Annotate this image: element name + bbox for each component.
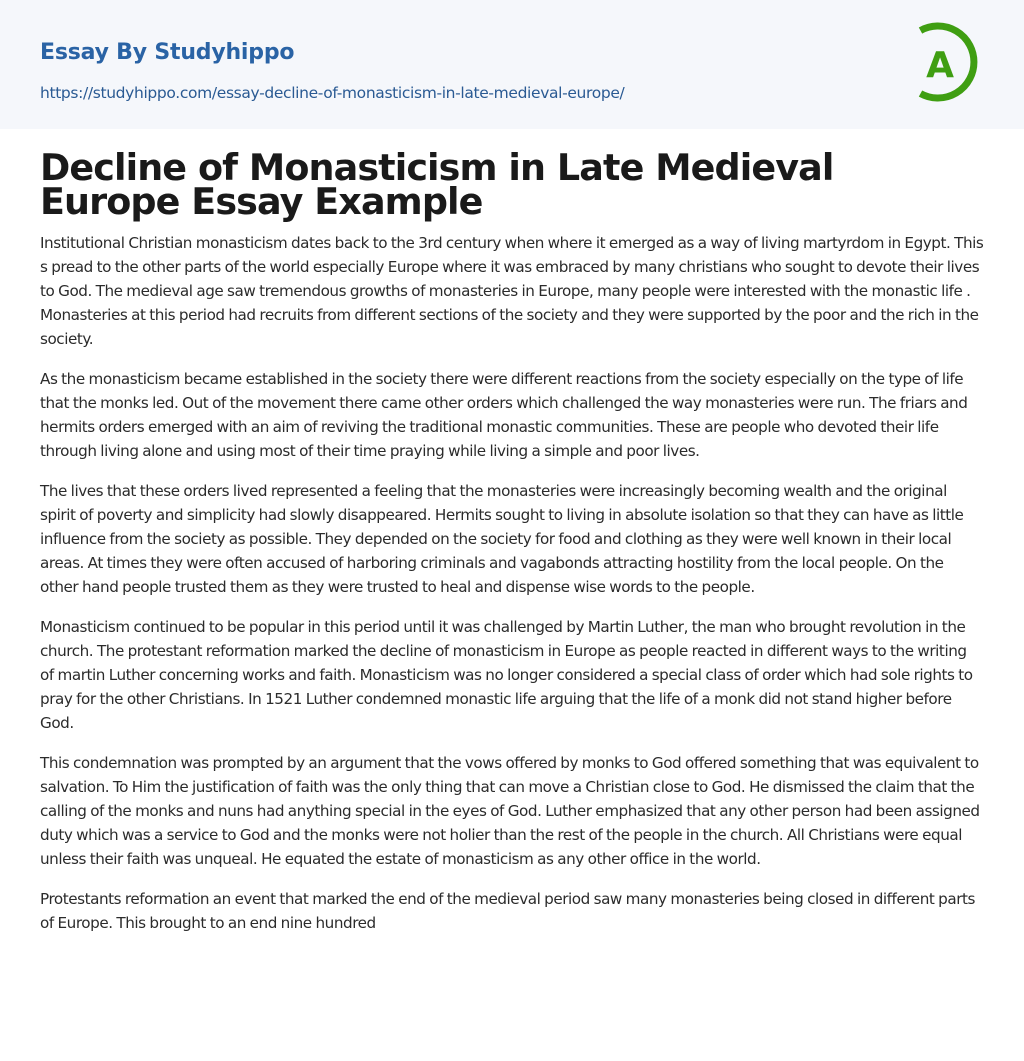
source-url-link[interactable]: https://studyhippo.com/essay-decline-of-monasticism-in-late-medieval-europe/ xyxy=(40,84,625,102)
page-title: Decline of Monasticism in Late Medieval Europe Essay Example xyxy=(40,146,834,223)
essay-paragraph: Monasticism continued to be popular in this period until it was challenged by Martin Luther, the man who brought revolution in the church. The protestant reformation marked the decline of monasticism in Europe as people reacted in different ways to the writing of martin Luther concerning works and faith. Monasticism was no longer considered a special class of order which had sole rights to pray for the other Christians. In 1521 Luther condemned monastic life arguing that the life of a monk did not stand higher before God. xyxy=(40,618,973,732)
studyhippo-a-logo-icon xyxy=(910,18,988,106)
studyhippo-logo[interactable] xyxy=(910,18,988,106)
essay-paragraph: The lives that these orders lived represented a feeling that the monasteries were increasingly becoming wealth and the original spirit of poverty and simplicity had slowly disappeared. Hermits sought to living in absolute isolation so that they can have as little influence from the society as possible. They depended on the society for food and clothing as they were well known in their local areas. At times they were often accused of harboring criminals and vagabonds attracting hostility from the local people. On the other hand people trusted them as they were trusted to heal and dispense wise words to the people. xyxy=(40,482,964,596)
brand-title: Essay By Studyhippo xyxy=(40,40,295,65)
essay-paragraph: Institutional Christian monasticism dates back to the 3rd century when where it emerged as a way of living martyrdom in Egypt. This s pread to the other parts of the world especially Europe where it was embraced by many christians who sought to devote their lives to God. The medieval age saw tremendous growths of monasteries in Europe, many people were interested with the monastic life . Monasteries at this period had recruits from different sections of the society and they were supported by the poor and the rich in the society. xyxy=(40,234,984,348)
essay-paragraph: This condemnation was prompted by an argument that the vows offered by monks to God offered something that was equivalent to salvation. To Him the justification of faith was the only thing that can move a Christian close to God. He dismissed the claim that the calling of the monks and nuns had anything special in the eyes of God. Luther emphasized that any other person had been assigned duty which was a service to God and the monks were not holier than the rest of the people in the church. All Christians were equal unless their faith was unqueal. He equated the estate of monasticism as any other office in the world. xyxy=(40,754,980,868)
essay-paragraph: Protestants reformation an event that marked the end of the medieval period saw many monasteries being closed in different parts of Europe. This brought to an end nine hundred xyxy=(40,890,975,932)
site-header xyxy=(0,0,1024,129)
essay-content xyxy=(0,129,1024,935)
essay-paragraph: As the monasticism became established in the society there were different reactions from the society especially on the type of life that the monks led. Out of the movement there came other orders which challenged the way monasteries were run. The friars and hermits orders emerged with an aim of reviving the traditional monastic communities. These are people who devoted their life through living alone and using most of their time praying while living a simple and poor lives. xyxy=(40,370,968,460)
logo-letter: A xyxy=(926,45,954,86)
